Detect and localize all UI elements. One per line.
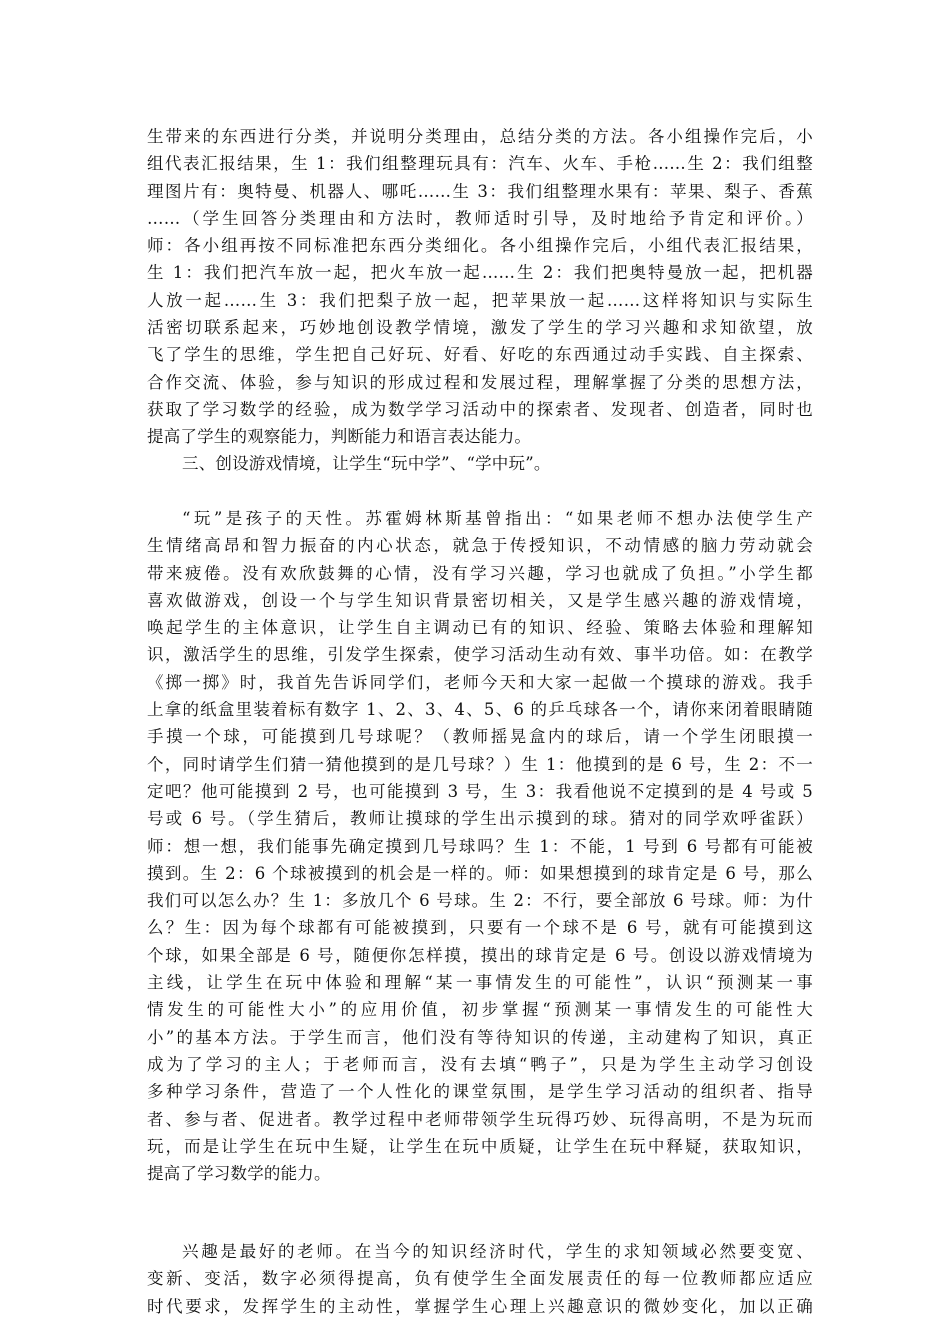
paragraph-line: 生带来的东西进行分类，并说明分类理由，总结分类的方法。各小组操作完后，小 [147, 127, 813, 146]
paragraph-line: 上拿的纸盒里装着标有数字 1、2、3、4、5、6 的乒乓球各一个，请你来闭着眼睛随 [147, 700, 813, 720]
paragraph-game-situation [147, 505, 813, 1187]
paragraph-line: “玩”是孩子的天性。苏霍姆林斯基曾指出：“如果老师不想办法使学生产 [182, 509, 813, 528]
paragraph-line: 提高了学生的观察能力，判断能力和语言表达能力。 [147, 427, 532, 447]
paragraph-line: 人放一起……生 3：我们把梨子放一起，把苹果放一起……这样将知识与实际生 [147, 290, 813, 310]
paragraph-line: 者、参与者、促进者。教学过程中老师带领学生玩得巧妙、玩得高明，不是为玩而 [147, 1109, 813, 1129]
paragraph-line: 手摸一个球，可能摸到几号球呢？（教师摇晃盒内的球后，请一个学生闭眼摸一 [147, 727, 813, 747]
paragraph-line: 带来疲倦。没有欢欣鼓舞的心情，没有学习兴趣，学习也就成了负担。”小学生都 [147, 563, 813, 583]
paragraph-line: 变新、变活，数字必须得提高，负有使学生全面发展责任的每一位教师都应适应 [147, 1269, 813, 1289]
paragraph-line: 师：想一想，我们能事先确定摸到几号球吗？生 1：不能，1 号到 6 号都有可能被 [147, 836, 813, 856]
paragraph-line: 定吧？他可能摸到 2 号，也可能摸到 3 号，生 3：我看他说不定摸到的是 4 号或 5 [147, 781, 813, 801]
paragraph-line: 多种学习条件，营造了一个人性化的课堂氛围，是学生学习活动的组织者、指导 [147, 1082, 813, 1102]
paragraph-line: 活密切联系起来，巧妙地创设教学情境，激发了学生的学习兴趣和求知欲望，放 [147, 318, 813, 338]
paragraph-line: 摸到。生 2：6 个球被摸到的机会是一样的。师：如果想摸到的球肯定是 6 号，那么 [147, 863, 813, 883]
paragraph-line: 《掷一掷》时，我首先告诉同学们，老师今天和大家一起做一个摸球的游戏。我手 [147, 672, 813, 692]
paragraph-line: 识，激活学生的思维，引发学生探索，使学习活动生动有效、事半功倍。如：在教学 [147, 645, 813, 665]
paragraph-classification [147, 123, 813, 451]
paragraph-line: 兴趣是最好的老师。在当今的知识经济时代，学生的求知领域必然要变宽、 [182, 1242, 813, 1261]
paragraph-line: 个球，如果全部是 6 号，随便你怎样摸，摸出的球肯定是 6 号。创设以游戏情境为 [147, 945, 813, 965]
paragraph-line: 时代要求，发挥学生的主动性，掌握学生心理上兴趣意识的微妙变化，加以正确 [147, 1296, 813, 1316]
paragraph-line: 组代表汇报结果，生 1：我们组整理玩具有：汽车、火车、手枪……生 2：我们组整 [147, 154, 813, 174]
paragraph-line: 生 1：我们把汽车放一起，把火车放一起……生 2：我们把奥特曼放一起，把机器 [147, 263, 813, 283]
paragraph-line: 成为了学习的主人；于老师而言，没有去填“鸭子”，只是为学生主动学习创设 [147, 1054, 813, 1074]
paragraph-line: 获取了学习数学的经验，成为数学学习活动中的探索者、发现者、创造者，同时也 [147, 399, 813, 419]
paragraph-line: 号或 6 号。（学生猜后，教师让摸球的学生出示摸到的球。猜对的同学欢呼雀跃） [147, 809, 813, 829]
paragraph-line: 生情绪高昂和智力振奋的内心状态，就急于传授知识，不动情感的脑力劳动就会 [147, 536, 813, 556]
paragraph-line: 么？生：因为每个球都有可能被摸到，只要有一个球不是 6 号，就有可能摸到这 [147, 918, 813, 938]
paragraph-line: 我们可以怎么办？生 1：多放几个 6 号球。生 2：不行，要全部放 6 号球。师：为什 [147, 891, 813, 911]
section-heading-text: 三、创设游戏情境，让学生“玩中学”、“学中玩”。 [182, 454, 551, 473]
paragraph-line: 师：各小组再按不同标准把东西分类细化。各小组操作完后，小组代表汇报结果， [147, 236, 813, 256]
paragraph-line: 唤起学生的主体意识，让学生自主调动已有的知识、经验、策略去体验和理解知 [147, 618, 813, 638]
paragraph-line: 主线，让学生在玩中体验和理解“某一事情发生的可能性”，认识“预测某一事 [147, 973, 813, 993]
paragraph-line: 提高了学习数学的能力。 [147, 1164, 331, 1184]
paragraph-line: 理图片有：奥特曼、机器人、哪吒……生 3：我们组整理水果有：苹果、梨子、香蕉 [147, 181, 813, 201]
paragraph-line: 飞了学生的思维，学生把自己好玩、好看、好吃的东西通过动手实践、自主探索、 [147, 345, 813, 365]
section-heading [147, 450, 813, 477]
paragraph-line: 情发生的可能性大小”的应用价值，初步掌握“预测某一事情发生的可能性大 [147, 1000, 813, 1020]
paragraph-line: 喜欢做游戏，创设一个与学生知识背景密切相关，又是学生感兴趣的游戏情境， [147, 590, 813, 610]
paragraph-line: 小”的基本方法。于学生而言，他们没有等待知识的传递，主动建构了知识，真正 [147, 1027, 813, 1047]
paragraph-line: 玩，而是让学生在玩中生疑，让学生在玩中质疑，让学生在玩中释疑，获取知识， [147, 1136, 813, 1156]
paragraph-line: 合作交流、体验，参与知识的形成过程和发展过程，理解掌握了分类的思想方法， [147, 372, 813, 392]
paragraph-interest [147, 1238, 813, 1320]
paragraph-line: 个，同时请学生们猜一猜他摸到的是几号球？）生 1：他摸到的是 6 号，生 2：不一 [147, 754, 813, 774]
paragraph-line: ……（学生回答分类理由和方法时，教师适时引导，及时地给予肯定和评价。） [147, 208, 813, 228]
